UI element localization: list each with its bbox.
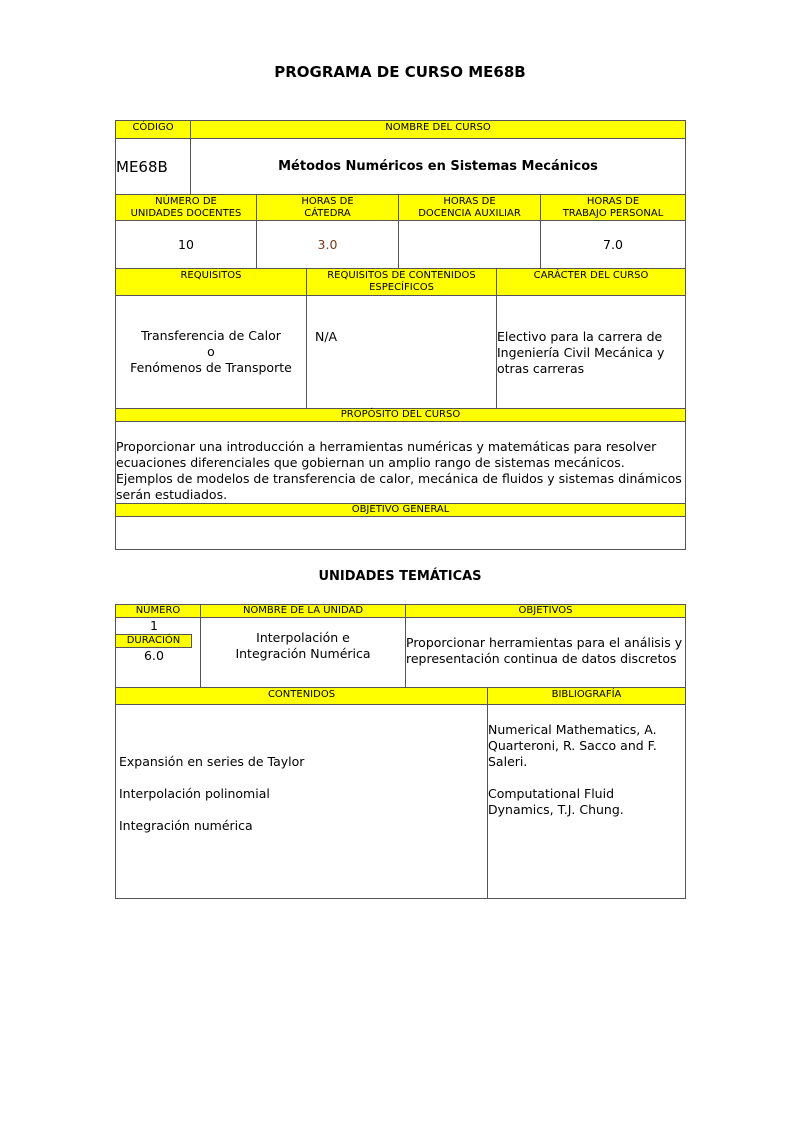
label: NÚMERO DE (155, 196, 217, 207)
bibliography-item: Numerical Mathematics, A. Quarteroni, R. Sacco and F. Saleri. (488, 722, 657, 769)
personal-hours-header (540, 194, 686, 221)
units-title: UNIDADES TEMÁTICAS (318, 569, 482, 584)
text: Fenómenos de Transporte (130, 360, 292, 375)
label: UNIDADES DOCENTES (130, 208, 242, 219)
label: CÁTEDRA (304, 208, 351, 219)
label: HORAS DE (586, 196, 640, 207)
contents-header: CONTENIDOS (115, 687, 488, 705)
unit-name-header: NOMBRE DE LA UNIDAD (200, 604, 406, 618)
character-header: CARÁCTER DEL CURSO (496, 268, 686, 296)
label: TRABAJO PERSONAL (562, 208, 664, 219)
req-content-header (306, 268, 497, 296)
requisites-value (115, 295, 307, 409)
req-content-value: N/A (306, 295, 497, 409)
content-item: Interpolación polinomial (119, 786, 270, 801)
unit-number-cell (115, 617, 201, 688)
objective-value (115, 516, 686, 550)
units-header (115, 194, 257, 221)
bibliography-cell (487, 704, 686, 899)
contents-cell (115, 704, 488, 899)
content-item: Expansión en series de Taylor (119, 754, 305, 769)
label: HORAS DE (301, 196, 354, 207)
personal-hours-value: 7.0 (540, 220, 686, 269)
unit-objectives: Proporcionar herramientas para el análisis y representación continua de datos discretos (405, 617, 686, 688)
page-title: PROGRAMA DE CURSO ME68B (274, 63, 526, 81)
bibliography-header: BIBLIOGRAFÍA (487, 687, 686, 705)
aux-hours-header (398, 194, 541, 221)
label: HORAS DE (443, 196, 496, 207)
unit-number: 1 (150, 618, 158, 633)
aux-hours-value (398, 220, 541, 269)
objective-header: OBJETIVO GENERAL (115, 503, 686, 517)
lecture-hours-value: 3.0 (256, 220, 399, 269)
label: DOCENCIA AUXILIAR (418, 208, 521, 219)
label: ESPECÍFICOS (369, 282, 434, 293)
purpose-header: PROPÓSITO DEL CURSO (115, 408, 686, 422)
code-header: CÓDIGO (115, 120, 191, 139)
purpose-value: Proporcionar una introducción a herramientas numéricas y matemáticas para resolver ecuaciones diferenciales que gobiernan un amplio rango de sistemas mecánicos. Ejemplos de modelos de transferencia de calor, mecánica de fluidos y sistemas dinámicos serán estudiados. (115, 421, 686, 504)
duration-header: DURACIÓN (116, 634, 192, 648)
bibliography-item: Computational Fluid Dynamics, T.J. Chung. (488, 786, 624, 817)
text: Transferencia de Calor (141, 328, 281, 343)
unit-number-header: NÚMERO (115, 604, 201, 618)
lecture-hours-header (256, 194, 399, 221)
requisites-header: REQUISITOS (115, 268, 307, 296)
duration-value: 6.0 (144, 648, 164, 663)
unit-objectives-header: OBJETIVOS (405, 604, 686, 618)
course-code: ME68B (115, 138, 191, 195)
content-item: Integración numérica (119, 818, 253, 833)
name-header: NOMBRE DEL CURSO (190, 120, 686, 139)
units-value: 10 (115, 220, 257, 269)
label: REQUISITOS DE CONTENIDOS (327, 270, 476, 281)
character-value: Electivo para la carrera de Ingeniería Civil Mecánica y otras carreras (496, 295, 686, 409)
course-name: Métodos Numéricos en Sistemas Mecánicos (190, 138, 686, 195)
unit-name: Interpolación e Integración Numérica (200, 617, 406, 688)
text: o (207, 344, 215, 359)
